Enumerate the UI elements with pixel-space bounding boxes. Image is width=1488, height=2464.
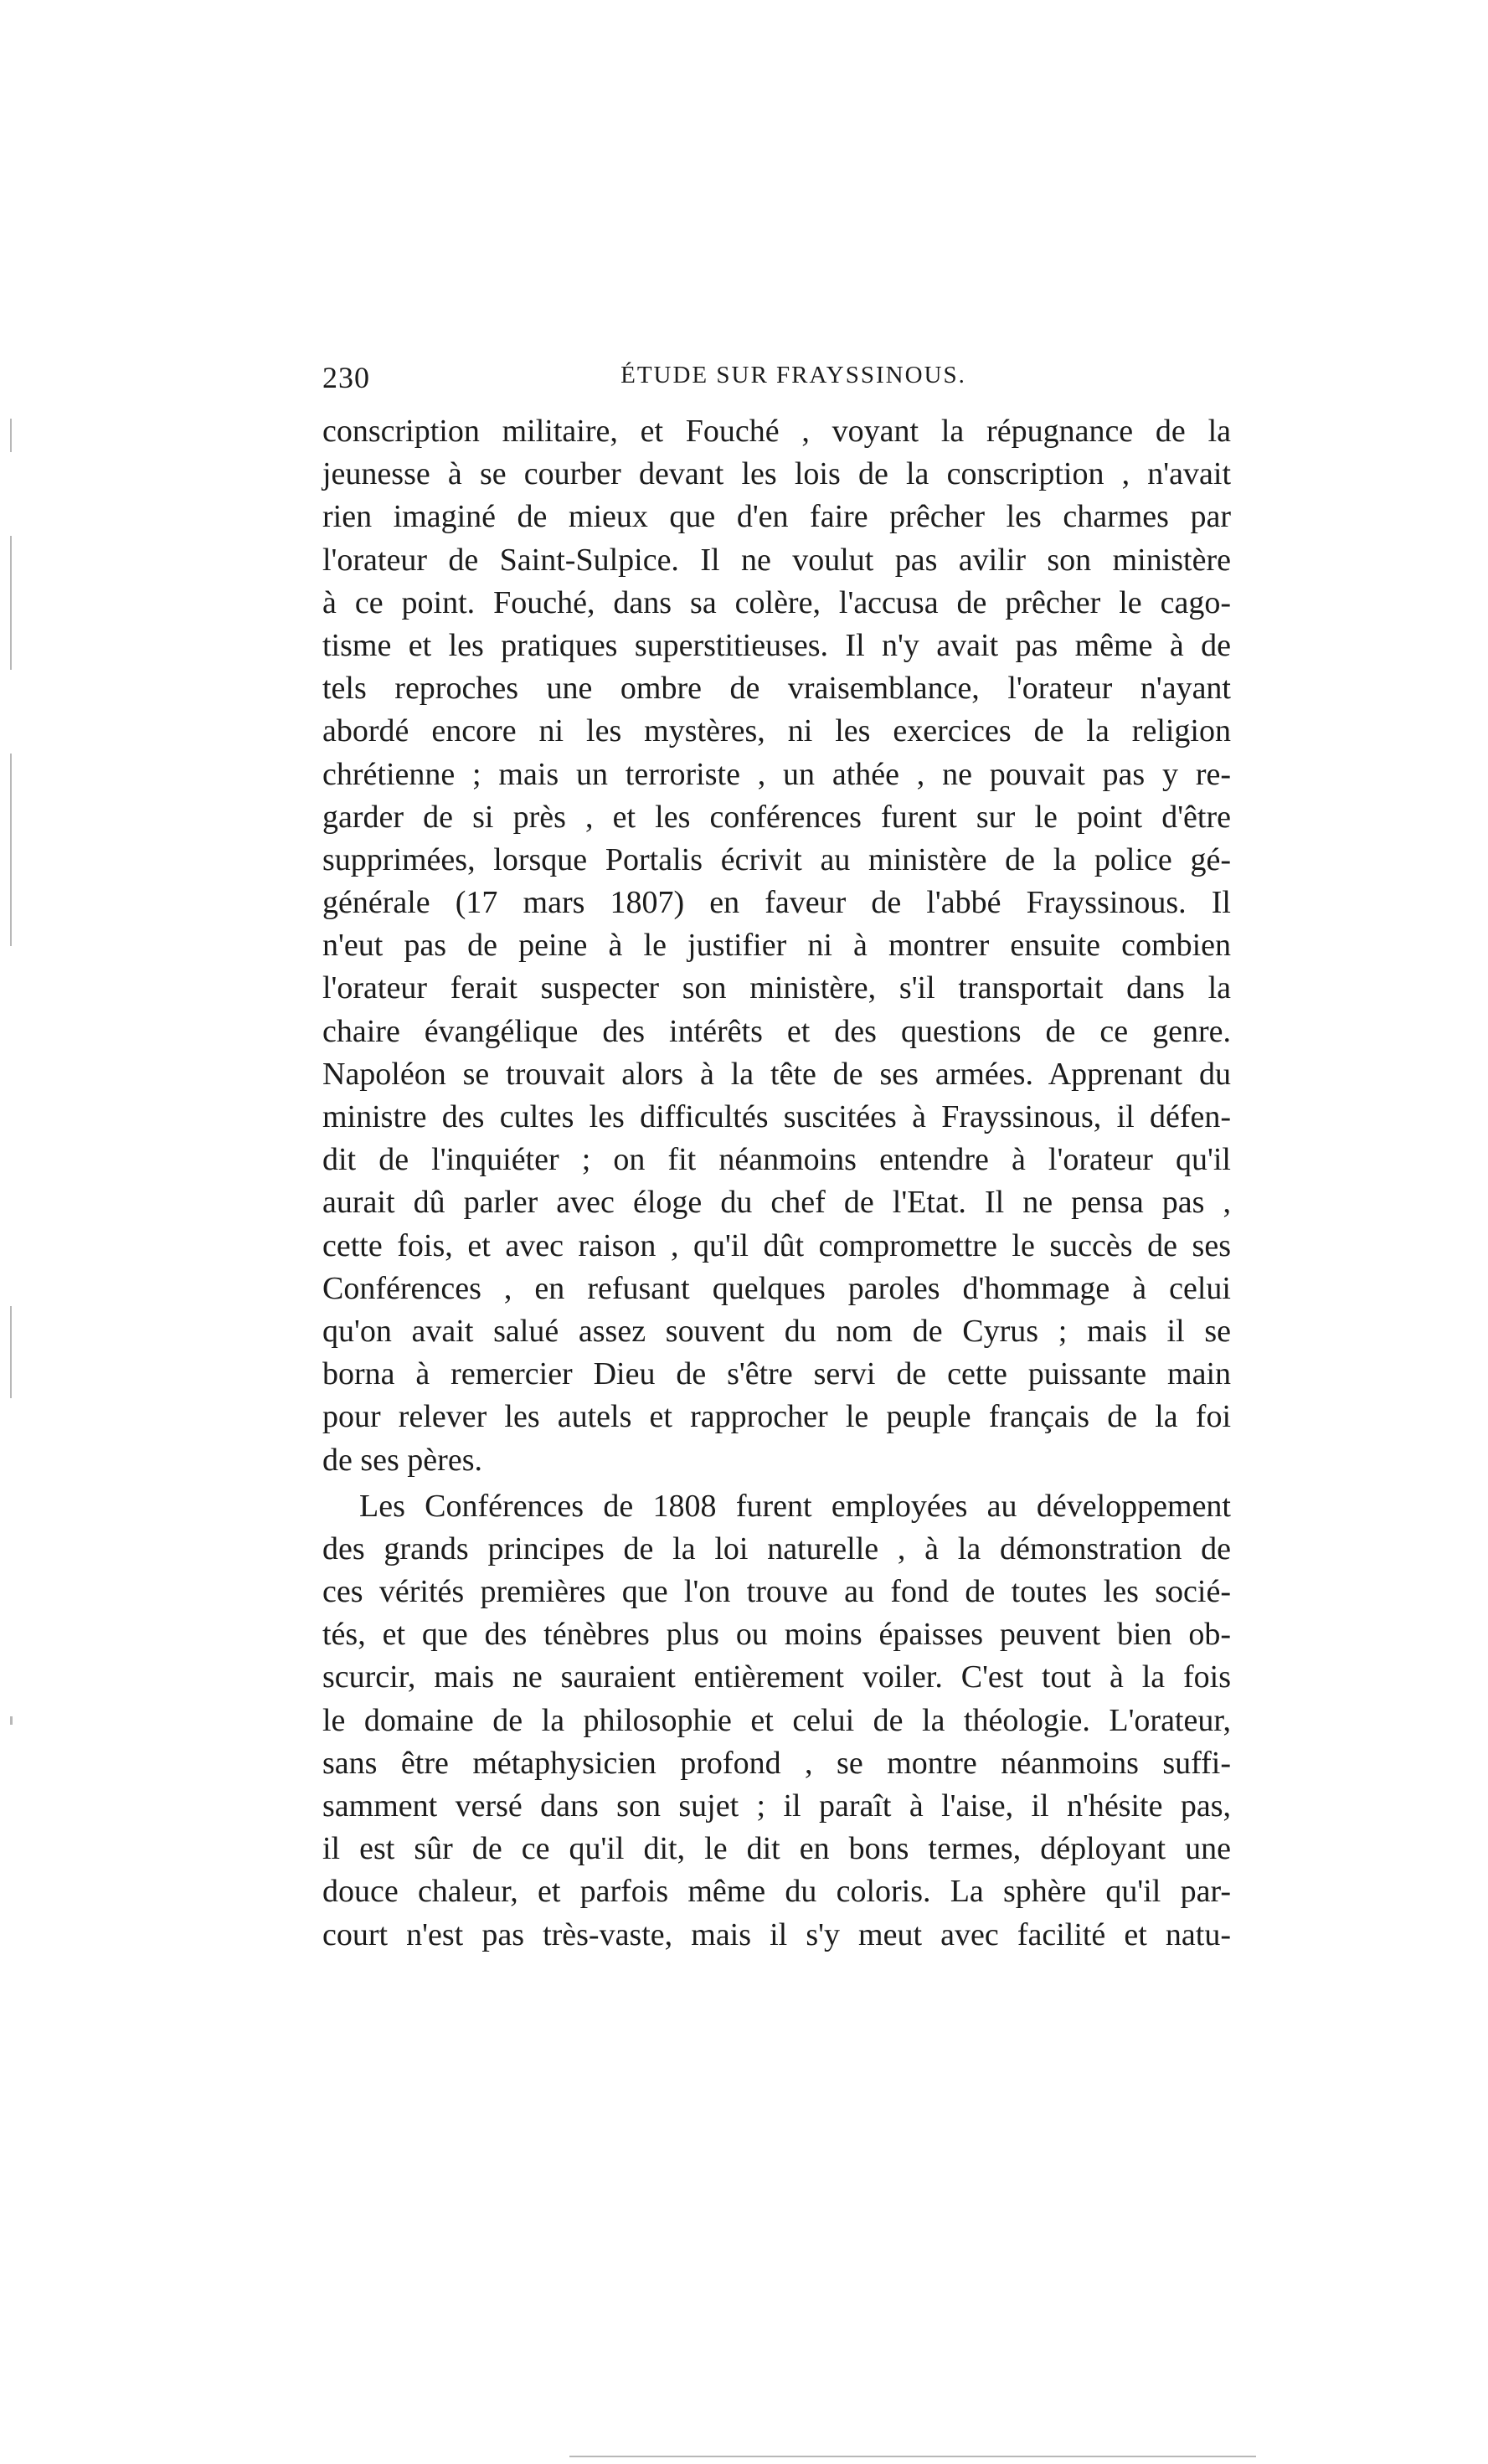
text-line: supprimées, lorsque Portalis écrivit au ministère de la police gé- bbox=[322, 841, 1231, 877]
text-line: aurait dû parler avec éloge du chef de l'Etat. Il ne pensa pas , bbox=[322, 1185, 1231, 1221]
text-line: sans être métaphysicien profond , se montre néanmoins suffi- bbox=[322, 1745, 1231, 1781]
scan-artifact bbox=[10, 419, 12, 452]
paragraph-1 bbox=[322, 410, 1231, 1482]
text-line: n'eut pas de peine à le justifier ni à montrer ensuite combien bbox=[322, 928, 1231, 964]
text-line: des grands principes de la loi naturelle , à la démonstration de bbox=[322, 1530, 1231, 1566]
text-line: samment versé dans son sujet ; il paraît à l'aise, il n'hésite pas, bbox=[322, 1788, 1231, 1824]
scan-artifact bbox=[10, 754, 12, 946]
text-line: tels reproches une ombre de vraisemblance, l'orateur n'ayant bbox=[322, 671, 1231, 707]
scan-artifact bbox=[569, 2456, 1256, 2457]
text-line: le domaine de la philosophie et celui de la théologie. L'orateur, bbox=[322, 1702, 1231, 1738]
text-line: cette fois, et avec raison , qu'il dût compromettre le succès de ses bbox=[322, 1227, 1231, 1263]
text-line: générale (17 mars 1807) en faveur de l'abbé Frayssinous. Il bbox=[322, 885, 1231, 921]
text-line: rien imaginé de mieux que d'en faire prêcher les charmes par bbox=[322, 499, 1231, 535]
text-line: tisme et les pratiques superstitieuses. Il n'y avait pas même à de bbox=[322, 627, 1231, 663]
text-line: qu'on avait salué assez souvent du nom de Cyrus ; mais il se bbox=[322, 1313, 1231, 1349]
paragraph-2 bbox=[322, 1485, 1231, 1957]
text-line: scurcir, mais ne sauraient entièrement voiler. C'est tout à la fois bbox=[322, 1659, 1231, 1695]
text-line: Conférences , en refusant quelques paroles d'hommage à celui bbox=[322, 1270, 1231, 1306]
scan-artifact bbox=[10, 536, 12, 670]
page-header bbox=[322, 360, 1231, 402]
text-line: douce chaleur, et parfois même du coloris. La sphère qu'il par- bbox=[322, 1874, 1231, 1910]
text-line: jeunesse à se courber devant les lois de la conscription , n'avait bbox=[322, 456, 1231, 492]
text-line: l'orateur ferait suspecter son ministère, s'il transportait dans la bbox=[322, 970, 1231, 1006]
scan-artifact bbox=[10, 1306, 12, 1398]
text-line: abordé encore ni les mystères, ni les exercices de la religion bbox=[322, 713, 1231, 749]
text-line: conscription militaire, et Fouché , voyant la répugnance de la bbox=[322, 414, 1231, 449]
text-line: chrétienne ; mais un terroriste , un athée , ne pouvait pas y re- bbox=[322, 756, 1231, 792]
text-line: court n'est pas très-vaste, mais il s'y meut avec facilité et natu- bbox=[322, 1916, 1231, 1952]
text-line: borna à remercier Dieu de s'être servi de cette puissante main bbox=[322, 1356, 1231, 1392]
body-text bbox=[322, 410, 1231, 1957]
text-line: Les Conférences de 1808 furent employées au développement bbox=[359, 1488, 1231, 1524]
scan-artifact bbox=[10, 1716, 13, 1725]
text-line: à ce point. Fouché, dans sa colère, l'accusa de prêcher le cago- bbox=[322, 584, 1231, 620]
text-line: pour relever les autels et rapprocher le peuple français de la foi bbox=[322, 1399, 1231, 1435]
text-line: l'orateur de Saint-Sulpice. Il ne voulut pas avilir son ministère bbox=[322, 542, 1231, 578]
page-number: 230 bbox=[322, 361, 370, 394]
text-line: Napoléon se trouvait alors à la tête de ses armées. Apprenant du bbox=[322, 1056, 1231, 1092]
text-line: dit de l'inquiéter ; on fit néanmoins entendre à l'orateur qu'il bbox=[322, 1142, 1231, 1178]
text-line: ces vérités premières que l'on trouve au fond de toutes les socié- bbox=[322, 1574, 1231, 1610]
text-line: ministre des cultes les difficultés suscitées à Frayssinous, il défen- bbox=[322, 1099, 1231, 1134]
running-title: ÉTUDE SUR FRAYSSINOUS. bbox=[620, 362, 966, 388]
text-line: il est sûr de ce qu'il dit, le dit en bons termes, déployant une bbox=[322, 1831, 1231, 1867]
text-line: de ses pères. bbox=[322, 1442, 482, 1478]
text-line: tés, et que des ténèbres plus ou moins épaisses peuvent bien ob- bbox=[322, 1617, 1231, 1653]
text-line: garder de si près , et les conférences furent sur le point d'être bbox=[322, 799, 1231, 835]
text-line: chaire évangélique des intérêts et des questions de ce genre. bbox=[322, 1013, 1231, 1049]
